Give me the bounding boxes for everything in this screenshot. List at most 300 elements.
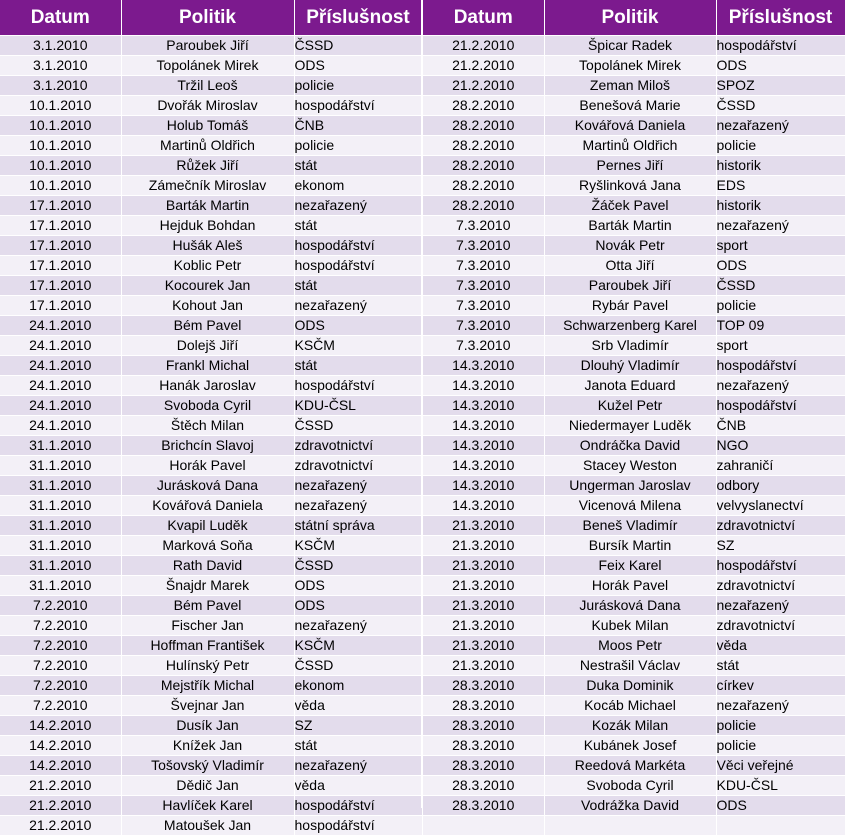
table-row — [423, 296, 845, 316]
cell-date[interactable]: 14.2.2010 — [0, 736, 121, 756]
cell-date[interactable]: 14.3.2010 — [423, 396, 544, 416]
cell-date[interactable]: 3.1.2010 — [0, 76, 121, 96]
table-row — [0, 396, 422, 416]
table-row — [0, 196, 422, 216]
cell-politician[interactable]: Kocáb Michael — [544, 696, 716, 716]
cell-date[interactable]: 7.2.2010 — [0, 616, 121, 636]
cell-affiliation[interactable]: ODS — [716, 256, 845, 276]
cell-politician[interactable]: Brichcín Slavoj — [121, 436, 294, 456]
cell-politician[interactable]: Moos Petr — [544, 636, 716, 656]
cell-date[interactable]: 17.1.2010 — [0, 276, 121, 296]
cell-affiliation[interactable]: sport — [716, 236, 845, 256]
cell-affiliation[interactable]: hospodářství — [716, 36, 845, 56]
cell-politician[interactable]: Pernes Jiří — [544, 156, 716, 176]
cell-date[interactable]: 31.1.2010 — [0, 456, 121, 476]
cell-affiliation[interactable]: nezařazený — [294, 496, 422, 516]
table-row — [423, 656, 845, 676]
table-row — [0, 316, 422, 336]
cell-affiliation[interactable]: hospodářství — [294, 236, 422, 256]
cell-politician[interactable]: Vicenová Milena — [544, 496, 716, 516]
table-right — [423, 0, 845, 835]
cell-affiliation[interactable]: TOP 09 — [716, 316, 845, 336]
cell-politician[interactable]: Ondráčka David — [544, 436, 716, 456]
cell-affiliation[interactable]: ODS — [294, 56, 422, 76]
table-row — [423, 196, 845, 216]
cell-politician[interactable]: Vodrážka David — [544, 796, 716, 816]
cell-affiliation[interactable]: sport — [716, 336, 845, 356]
cell-date[interactable]: 17.1.2010 — [0, 216, 121, 236]
cell-affiliation[interactable]: ČSSD — [716, 276, 845, 296]
cell-politician[interactable]: Marková Soňa — [121, 536, 294, 556]
cell-politician[interactable]: Bursík Martin — [544, 536, 716, 556]
cell-politician[interactable]: Tošovský Vladimír — [121, 756, 294, 776]
table-row — [423, 816, 845, 835]
cell-affiliation[interactable]: KSČM — [294, 336, 422, 356]
cell-date[interactable]: 21.2.2010 — [0, 816, 121, 835]
cell-politician[interactable]: Kocourek Jan — [121, 276, 294, 296]
cell-date[interactable]: 14.3.2010 — [423, 496, 544, 516]
table-row — [0, 276, 422, 296]
table-row — [423, 596, 845, 616]
table-row — [0, 36, 422, 56]
cell-affiliation[interactable]: ODS — [294, 316, 422, 336]
cell-affiliation[interactable]: hospodářství — [294, 816, 422, 835]
header-date: Datum — [0, 0, 121, 36]
cell-politician[interactable]: Barták Martin — [544, 216, 716, 236]
cell-politician[interactable]: Srb Vladimír — [544, 336, 716, 356]
cell-affiliation[interactable]: nezařazený — [294, 616, 422, 636]
cell-politician[interactable] — [544, 816, 716, 835]
cell-politician[interactable]: Paroubek Jiří — [121, 36, 294, 56]
cell-politician[interactable]: Horák Pavel — [121, 456, 294, 476]
cell-affiliation[interactable]: nezařazený — [716, 216, 845, 236]
cell-date[interactable]: 21.3.2010 — [423, 556, 544, 576]
table-row — [423, 136, 845, 156]
cell-date[interactable]: 7.3.2010 — [423, 216, 544, 236]
cell-date[interactable]: 10.1.2010 — [0, 156, 121, 176]
cell-date[interactable]: 28.2.2010 — [423, 196, 544, 216]
cell-affiliation[interactable]: nezařazený — [716, 596, 845, 616]
cell-affiliation[interactable]: hospodářství — [294, 796, 422, 816]
cell-politician[interactable]: Duka Dominik — [544, 676, 716, 696]
cell-affiliation[interactable]: státní správa — [294, 516, 422, 536]
cell-affiliation[interactable]: věda — [294, 696, 422, 716]
cell-date[interactable]: 14.2.2010 — [0, 716, 121, 736]
cell-politician[interactable]: Rybár Pavel — [544, 296, 716, 316]
cell-date[interactable]: 21.3.2010 — [423, 656, 544, 676]
cell-affiliation[interactable]: odbory — [716, 476, 845, 496]
cell-affiliation[interactable]: hospodářství — [294, 96, 422, 116]
cell-date[interactable]: 10.1.2010 — [0, 176, 121, 196]
cell-politician[interactable]: Štěch Milan — [121, 416, 294, 436]
cell-date[interactable]: 21.2.2010 — [423, 76, 544, 96]
cell-date[interactable]: 17.1.2010 — [0, 256, 121, 276]
table-row — [0, 156, 422, 176]
cell-date[interactable]: 28.3.2010 — [423, 776, 544, 796]
cell-affiliation[interactable]: zdravotnictví — [716, 616, 845, 636]
cell-date[interactable]: 24.1.2010 — [0, 416, 121, 436]
cell-affiliation[interactable]: ČSSD — [294, 416, 422, 436]
cell-date[interactable]: 24.1.2010 — [0, 396, 121, 416]
cell-affiliation[interactable]: historik — [716, 156, 845, 176]
cell-affiliation[interactable]: stát — [294, 276, 422, 296]
table-row — [0, 636, 422, 656]
cell-affiliation[interactable]: EDS — [716, 176, 845, 196]
cell-date[interactable]: 21.3.2010 — [423, 636, 544, 656]
cell-politician[interactable]: Topolánek Mirek — [544, 56, 716, 76]
cell-politician[interactable]: Ryšlinková Jana — [544, 176, 716, 196]
cell-date[interactable]: 28.2.2010 — [423, 96, 544, 116]
table-row — [423, 676, 845, 696]
cell-affiliation[interactable]: zahraničí — [716, 456, 845, 476]
cell-date[interactable]: 28.3.2010 — [423, 716, 544, 736]
cell-politician[interactable]: Hoffman František — [121, 636, 294, 656]
cell-politician[interactable]: Stacey Weston — [544, 456, 716, 476]
cell-date[interactable]: 7.3.2010 — [423, 236, 544, 256]
cell-politician[interactable]: Hanák Jaroslav — [121, 376, 294, 396]
cell-affiliation[interactable]: hospodářství — [716, 396, 845, 416]
cell-date[interactable]: 14.3.2010 — [423, 456, 544, 476]
cell-affiliation[interactable]: ČSSD — [294, 656, 422, 676]
header-row — [0, 0, 422, 36]
header-date: Datum — [423, 0, 544, 36]
cell-affiliation[interactable]: nezařazený — [294, 756, 422, 776]
cell-date[interactable]: 21.3.2010 — [423, 576, 544, 596]
cell-affiliation[interactable]: KSČM — [294, 636, 422, 656]
cell-politician[interactable]: Nestrašil Václav — [544, 656, 716, 676]
cell-politician[interactable]: Benešová Marie — [544, 96, 716, 116]
cell-affiliation[interactable]: hospodářství — [294, 376, 422, 396]
cell-politician[interactable]: Šnajdr Marek — [121, 576, 294, 596]
cell-affiliation[interactable]: ODS — [716, 796, 845, 816]
cell-affiliation[interactable]: hospodářství — [716, 556, 845, 576]
cell-politician[interactable]: Kozák Milan — [544, 716, 716, 736]
cell-politician[interactable]: Dlouhý Vladimír — [544, 356, 716, 376]
cell-affiliation[interactable]: ODS — [716, 56, 845, 76]
cell-affiliation[interactable]: ČNB — [294, 116, 422, 136]
table-row — [0, 516, 422, 536]
cell-politician[interactable]: Dusík Jan — [121, 716, 294, 736]
cell-affiliation[interactable]: velvyslanectví — [716, 496, 845, 516]
cell-date[interactable]: 24.1.2010 — [0, 336, 121, 356]
cell-date[interactable]: 31.1.2010 — [0, 556, 121, 576]
cell-affiliation[interactable]: KDU-ČSL — [716, 776, 845, 796]
table-row — [423, 576, 845, 596]
cell-politician[interactable]: Bém Pavel — [121, 316, 294, 336]
cell-affiliation[interactable]: KSČM — [294, 536, 422, 556]
cell-affiliation[interactable]: zdravotnictví — [294, 436, 422, 456]
cell-politician[interactable]: Svoboda Cyril — [544, 776, 716, 796]
cell-date[interactable]: 21.3.2010 — [423, 596, 544, 616]
cell-politician[interactable]: Špicar Radek — [544, 36, 716, 56]
cell-affiliation[interactable]: Věci veřejné — [716, 756, 845, 776]
cell-date[interactable]: 14.2.2010 — [0, 756, 121, 776]
cell-date[interactable]: 31.1.2010 — [0, 576, 121, 596]
cell-date[interactable] — [423, 816, 544, 835]
table-row — [0, 256, 422, 276]
cell-affiliation[interactable]: nezařazený — [716, 376, 845, 396]
cell-date[interactable]: 7.2.2010 — [0, 676, 121, 696]
cell-date[interactable]: 7.2.2010 — [0, 696, 121, 716]
cell-politician[interactable]: Feix Karel — [544, 556, 716, 576]
cell-affiliation[interactable]: nezařazený — [294, 196, 422, 216]
cell-affiliation[interactable]: policie — [716, 296, 845, 316]
cell-affiliation[interactable]: ČSSD — [716, 96, 845, 116]
cell-date[interactable]: 14.3.2010 — [423, 356, 544, 376]
table-row — [423, 776, 845, 796]
table-row — [0, 596, 422, 616]
cell-date[interactable]: 10.1.2010 — [0, 136, 121, 156]
cell-affiliation[interactable]: věda — [294, 776, 422, 796]
cell-politician[interactable]: Kubánek Josef — [544, 736, 716, 756]
cell-politician[interactable]: Jurásková Dana — [121, 476, 294, 496]
cell-politician[interactable]: Matoušek Jan — [121, 816, 294, 835]
cell-date[interactable]: 21.2.2010 — [0, 796, 121, 816]
header-affiliation: Příslušnost — [294, 0, 422, 36]
table-row — [0, 356, 422, 376]
header-row — [423, 0, 845, 36]
cell-affiliation[interactable]: policie — [716, 736, 845, 756]
cell-date[interactable]: 14.3.2010 — [423, 376, 544, 396]
cell-politician[interactable]: Zámečník Miroslav — [121, 176, 294, 196]
cell-date[interactable]: 28.3.2010 — [423, 676, 544, 696]
table-row — [0, 436, 422, 456]
table-row — [0, 236, 422, 256]
cell-affiliation[interactable]: věda — [716, 636, 845, 656]
cell-affiliation[interactable]: ODS — [294, 596, 422, 616]
cell-date[interactable]: 17.1.2010 — [0, 236, 121, 256]
cell-affiliation[interactable]: NGO — [716, 436, 845, 456]
cell-date[interactable]: 7.2.2010 — [0, 596, 121, 616]
cell-politician[interactable]: Martinů Oldřich — [544, 136, 716, 156]
cell-date[interactable]: 14.3.2010 — [423, 476, 544, 496]
table-row — [0, 416, 422, 436]
table-row — [0, 816, 422, 835]
cell-affiliation[interactable]: stát — [716, 656, 845, 676]
cell-date[interactable]: 14.3.2010 — [423, 416, 544, 436]
cell-affiliation[interactable]: policie — [294, 136, 422, 156]
cell-date[interactable]: 21.3.2010 — [423, 516, 544, 536]
cell-date[interactable]: 31.1.2010 — [0, 496, 121, 516]
table-row — [423, 696, 845, 716]
cell-date[interactable]: 21.3.2010 — [423, 616, 544, 636]
cell-affiliation[interactable]: ČNB — [716, 416, 845, 436]
cell-politician[interactable]: Havlíček Karel — [121, 796, 294, 816]
cell-politician[interactable]: Zeman Miloš — [544, 76, 716, 96]
table-row — [423, 216, 845, 236]
table-row — [423, 436, 845, 456]
cell-date[interactable]: 17.1.2010 — [0, 296, 121, 316]
cell-affiliation[interactable]: SPOZ — [716, 76, 845, 96]
cell-affiliation[interactable]: stát — [294, 156, 422, 176]
cell-date[interactable]: 31.1.2010 — [0, 536, 121, 556]
header-affiliation: Příslušnost — [716, 0, 845, 36]
cell-politician[interactable]: Dolejš Jiří — [121, 336, 294, 356]
table-row — [0, 736, 422, 756]
cell-affiliation[interactable]: SZ — [716, 536, 845, 556]
cell-date[interactable]: 28.3.2010 — [423, 796, 544, 816]
cell-affiliation[interactable]: policie — [294, 76, 422, 96]
cell-date[interactable]: 21.2.2010 — [423, 56, 544, 76]
cell-affiliation[interactable]: ODS — [294, 576, 422, 596]
cell-date[interactable]: 7.2.2010 — [0, 656, 121, 676]
cell-politician[interactable]: Jurásková Dana — [544, 596, 716, 616]
cell-politician[interactable]: Mejstřík Michal — [121, 676, 294, 696]
cell-date[interactable]: 7.3.2010 — [423, 256, 544, 276]
cell-date[interactable]: 17.1.2010 — [0, 196, 121, 216]
cell-politician[interactable]: Tržil Leoš — [121, 76, 294, 96]
table-row — [423, 316, 845, 336]
cell-affiliation[interactable]: hospodářství — [716, 356, 845, 376]
cell-politician[interactable]: Paroubek Jiří — [544, 276, 716, 296]
cell-affiliation[interactable]: stát — [294, 216, 422, 236]
cell-politician[interactable]: Niedermayer Luděk — [544, 416, 716, 436]
table-row — [0, 176, 422, 196]
cell-affiliation[interactable]: historik — [716, 196, 845, 216]
cell-date[interactable]: 14.3.2010 — [423, 436, 544, 456]
cell-politician[interactable]: Kvapil Luděk — [121, 516, 294, 536]
cell-date[interactable]: 28.3.2010 — [423, 756, 544, 776]
cell-politician[interactable]: Dvořák Miroslav — [121, 96, 294, 116]
cell-affiliation[interactable]: církev — [716, 676, 845, 696]
cell-politician[interactable]: Reedová Markéta — [544, 756, 716, 776]
cell-date[interactable]: 28.2.2010 — [423, 116, 544, 136]
cell-date[interactable]: 24.1.2010 — [0, 376, 121, 396]
table-row — [0, 296, 422, 316]
cell-affiliation[interactable]: ekonom — [294, 176, 422, 196]
cell-politician[interactable]: Dědič Jan — [121, 776, 294, 796]
cell-date[interactable]: 24.1.2010 — [0, 316, 121, 336]
cell-date[interactable]: 28.2.2010 — [423, 156, 544, 176]
cell-date[interactable]: 7.2.2010 — [0, 636, 121, 656]
cell-politician[interactable]: Otta Jiří — [544, 256, 716, 276]
table-row — [0, 576, 422, 596]
table-row — [0, 76, 422, 96]
cell-politician[interactable]: Novák Petr — [544, 236, 716, 256]
cell-politician[interactable]: Schwarzenberg Karel — [544, 316, 716, 336]
cell-politician[interactable]: Beneš Vladimír — [544, 516, 716, 536]
table-row — [0, 376, 422, 396]
table-row — [423, 416, 845, 436]
cell-date[interactable]: 31.1.2010 — [0, 436, 121, 456]
table-row — [0, 456, 422, 476]
cell-date[interactable]: 31.1.2010 — [0, 476, 121, 496]
cell-politician[interactable]: Kohout Jan — [121, 296, 294, 316]
cell-affiliation[interactable]: policie — [716, 716, 845, 736]
table-row — [423, 516, 845, 536]
table-row — [0, 796, 422, 816]
cell-politician[interactable]: Žáček Pavel — [544, 196, 716, 216]
cell-date[interactable]: 7.3.2010 — [423, 296, 544, 316]
table-row — [423, 76, 845, 96]
cell-politician[interactable]: Švejnar Jan — [121, 696, 294, 716]
cell-date[interactable]: 21.2.2010 — [0, 776, 121, 796]
cell-politician[interactable]: Barták Martin — [121, 196, 294, 216]
cell-politician[interactable]: Kovářová Daniela — [121, 496, 294, 516]
cell-politician[interactable]: Holub Tomáš — [121, 116, 294, 136]
cell-date[interactable]: 3.1.2010 — [0, 36, 121, 56]
cell-affiliation[interactable]: nezařazený — [716, 116, 845, 136]
table-row — [423, 716, 845, 736]
header-politician: Politik — [121, 0, 294, 36]
cell-politician[interactable]: Svoboda Cyril — [121, 396, 294, 416]
cell-politician[interactable]: Horák Pavel — [544, 576, 716, 596]
cell-affiliation[interactable]: nezařazený — [294, 296, 422, 316]
table-row — [423, 56, 845, 76]
table-row — [0, 616, 422, 636]
cell-politician[interactable]: Rath David — [121, 556, 294, 576]
cell-affiliation[interactable]: zdravotnictví — [716, 576, 845, 596]
cell-politician[interactable]: Kubek Milan — [544, 616, 716, 636]
cell-date[interactable]: 21.3.2010 — [423, 536, 544, 556]
cell-affiliation[interactable] — [716, 816, 845, 835]
table-row — [0, 676, 422, 696]
cell-politician[interactable]: Hejduk Bohdan — [121, 216, 294, 236]
cell-date[interactable]: 28.2.2010 — [423, 176, 544, 196]
cell-politician[interactable]: Hulínský Petr — [121, 656, 294, 676]
cell-date[interactable]: 7.3.2010 — [423, 336, 544, 356]
cell-politician[interactable]: Ungerman Jaroslav — [544, 476, 716, 496]
cell-affiliation[interactable]: hospodářství — [294, 256, 422, 276]
cell-politician[interactable]: Bém Pavel — [121, 596, 294, 616]
cell-politician[interactable]: Kovářová Daniela — [544, 116, 716, 136]
table-row — [0, 336, 422, 356]
cell-affiliation[interactable]: ČSSD — [294, 36, 422, 56]
table-row — [423, 476, 845, 496]
cell-affiliation[interactable]: policie — [716, 136, 845, 156]
cell-politician[interactable]: Martinů Oldřich — [121, 136, 294, 156]
cell-affiliation[interactable]: zdravotnictví — [294, 456, 422, 476]
cell-affiliation[interactable]: stát — [294, 356, 422, 376]
header-politician: Politik — [544, 0, 716, 36]
cell-politician[interactable]: Topolánek Mirek — [121, 56, 294, 76]
cell-date[interactable]: 7.3.2010 — [423, 316, 544, 336]
cell-politician[interactable]: Fischer Jan — [121, 616, 294, 636]
cell-affiliation[interactable]: nezařazený — [716, 696, 845, 716]
table-row — [423, 336, 845, 356]
cell-affiliation[interactable]: nezařazený — [294, 476, 422, 496]
cell-affiliation[interactable]: KDU-ČSL — [294, 396, 422, 416]
cell-date[interactable]: 28.3.2010 — [423, 736, 544, 756]
cell-affiliation[interactable]: stát — [294, 736, 422, 756]
cell-politician[interactable]: Koblic Petr — [121, 256, 294, 276]
cell-politician[interactable]: Frankl Michal — [121, 356, 294, 376]
cell-affiliation[interactable]: ekonom — [294, 676, 422, 696]
cell-affiliation[interactable]: SZ — [294, 716, 422, 736]
table-row — [423, 36, 845, 56]
cell-date[interactable]: 28.2.2010 — [423, 136, 544, 156]
table-row — [0, 136, 422, 156]
cell-affiliation[interactable]: ČSSD — [294, 556, 422, 576]
cell-politician[interactable]: Janota Eduard — [544, 376, 716, 396]
table-row — [0, 556, 422, 576]
cell-affiliation[interactable]: zdravotnictví — [716, 516, 845, 536]
cell-date[interactable]: 10.1.2010 — [0, 96, 121, 116]
cell-politician[interactable]: Růžek Jiří — [121, 156, 294, 176]
cell-politician[interactable]: Knížek Jan — [121, 736, 294, 756]
table-row — [0, 496, 422, 516]
cell-date[interactable]: 21.2.2010 — [423, 36, 544, 56]
cell-date[interactable]: 28.3.2010 — [423, 696, 544, 716]
cell-date[interactable]: 7.3.2010 — [423, 276, 544, 296]
cell-politician[interactable]: Hušák Aleš — [121, 236, 294, 256]
cell-date[interactable]: 10.1.2010 — [0, 116, 121, 136]
table-row — [0, 756, 422, 776]
cell-date[interactable]: 3.1.2010 — [0, 56, 121, 76]
cell-politician[interactable]: Kužel Petr — [544, 396, 716, 416]
cell-date[interactable]: 31.1.2010 — [0, 516, 121, 536]
cell-date[interactable]: 24.1.2010 — [0, 356, 121, 376]
